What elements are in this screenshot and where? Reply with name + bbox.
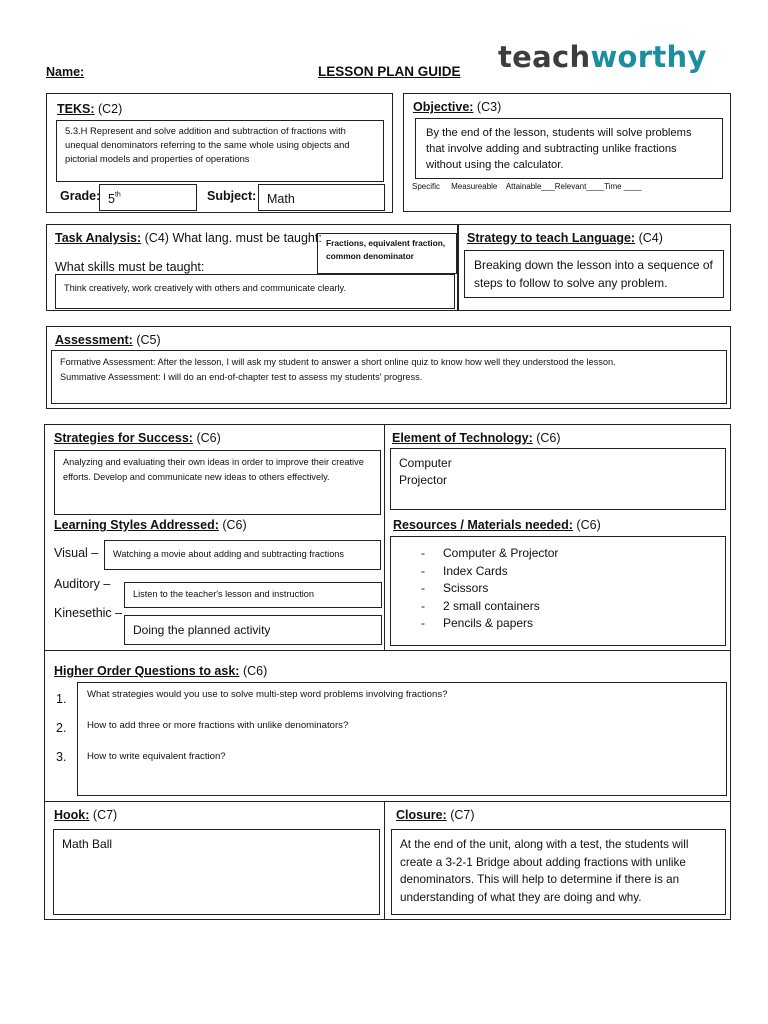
technology-box[interactable] <box>390 448 726 510</box>
lang-answer-box[interactable] <box>317 233 457 274</box>
strategy-language-box[interactable] <box>464 250 724 298</box>
assessment-heading: Assessment: (C5) <box>55 333 161 347</box>
kinesthetic-label: Kinesethic – <box>54 606 123 620</box>
resources-box[interactable] <box>390 536 726 646</box>
question-number: 1. <box>56 692 67 706</box>
grade-sup: th <box>114 191 121 199</box>
grade-value: 5 <box>108 192 115 206</box>
objective-textbox[interactable] <box>415 118 723 179</box>
smart-criteria: Specific Measureable Attainable___Relevant____Time ____ <box>412 182 642 191</box>
visual-label: Visual – <box>54 546 99 560</box>
grade-field[interactable] <box>99 184 197 211</box>
hook-text: Math Ball <box>62 837 113 851</box>
task-analysis-heading: Task Analysis: (C4) What lang. must be taught: <box>55 231 322 245</box>
hook-heading: Hook: (C7) <box>54 808 118 822</box>
resources-heading: Resources / Materials needed: (C6) <box>393 518 601 532</box>
objective-text: By the end of the lesson, students will solve problems that involve adding and subtracting unlike fractions without using the calculator. <box>426 127 692 171</box>
kinesthetic-box[interactable] <box>124 615 382 645</box>
subject-label: Subject: <box>207 189 257 203</box>
teks-heading: TEKS: (C2) <box>57 102 123 116</box>
technology-heading: Element of Technology: (C6) <box>392 431 561 445</box>
assessment-box[interactable] <box>51 350 727 404</box>
question-text: What strategies would you use to solve multi-step word problems involving fractions? <box>87 689 448 700</box>
logo-worthy: worthy <box>590 40 707 74</box>
question-number: 2. <box>56 721 67 735</box>
technology-item: Computer <box>399 456 452 470</box>
kinesthetic-text: Doing the planned activity <box>133 623 271 637</box>
column-divider <box>384 801 385 920</box>
visual-text: Watching a movie about adding and subtracting fractions <box>113 549 345 559</box>
skills-answer: Think creatively, work creatively with others and communicate clearly. <box>64 283 347 293</box>
teachworthy-logo <box>498 40 707 74</box>
formative-text: Formative Assessment: After the lesson, I will ask my student to answer a short online quiz to know how well they understood the lesson. <box>60 357 616 367</box>
column-divider <box>384 424 385 650</box>
visual-box[interactable] <box>104 540 381 570</box>
learning-styles-heading: Learning Styles Addressed: (C6) <box>54 518 247 532</box>
resource-item: - Index Cards <box>421 563 725 581</box>
subject-value: Math <box>267 192 295 206</box>
name-label: Name: <box>46 65 85 79</box>
subject-field[interactable] <box>258 184 385 211</box>
strategy-language-heading: Strategy to teach Language: (C4) <box>467 231 663 245</box>
strategy-language-text: Breaking down the lesson into a sequence of steps to follow to solve any problem. <box>474 258 713 290</box>
auditory-box[interactable] <box>124 582 382 608</box>
resource-item: - Computer & Projector <box>421 545 725 563</box>
questions-heading: Higher Order Questions to ask: (C6) <box>54 664 268 678</box>
teks-text: 5.3.H Represent and solve addition and subtraction of fractions with unequal denominators referring to the same whole using objects and pictorial models and properties of operations <box>65 125 350 164</box>
grade-label: Grade: <box>60 189 101 203</box>
closure-text: At the end of the unit, along with a test, the students will create a 3-2-1 Bridge about adding fractions with unlike denominators. This will help to determine if there is an understanding of what they are doing and why. <box>400 838 689 904</box>
skills-answer-box[interactable] <box>55 274 455 309</box>
row-divider <box>44 650 731 651</box>
technology-item: Projector <box>399 473 448 487</box>
resources-list <box>421 545 725 633</box>
resource-item: - 2 small containers <box>421 598 725 616</box>
row-divider <box>44 801 731 802</box>
objective-heading: Objective: (C3) <box>413 100 502 114</box>
page-title: LESSON PLAN GUIDE <box>318 64 461 79</box>
lang-answer: Fractions, equivalent fraction, common denominator <box>326 238 446 261</box>
strategies-success-heading: Strategies for Success: (C6) <box>54 431 221 445</box>
teks-textbox[interactable] <box>56 120 384 182</box>
logo-teach: teach <box>498 40 591 74</box>
strategies-success-text: Analyzing and evaluating their own ideas in order to improve their creative efforts. Develop and communicate new ideas to others effectively. <box>63 457 364 482</box>
resource-item: - Scissors <box>421 580 725 598</box>
skills-question: What skills must be taught: <box>55 260 205 274</box>
summative-text: Summative Assessment: I will do an end-of-chapter test to assess my students' progress. <box>60 372 423 382</box>
question-text: How to write equivalent fraction? <box>87 751 226 762</box>
resource-item: - Pencils & papers <box>421 615 725 633</box>
question-number: 3. <box>56 750 67 764</box>
closure-heading: Closure: (C7) <box>396 808 475 822</box>
hook-box[interactable] <box>53 829 380 915</box>
closure-box[interactable] <box>391 829 726 915</box>
strategies-success-box[interactable] <box>54 450 381 515</box>
question-text: How to add three or more fractions with unlike denominators? <box>87 720 349 731</box>
auditory-text: Listen to the teacher's lesson and instruction <box>133 589 315 599</box>
auditory-label: Auditory – <box>54 577 111 591</box>
